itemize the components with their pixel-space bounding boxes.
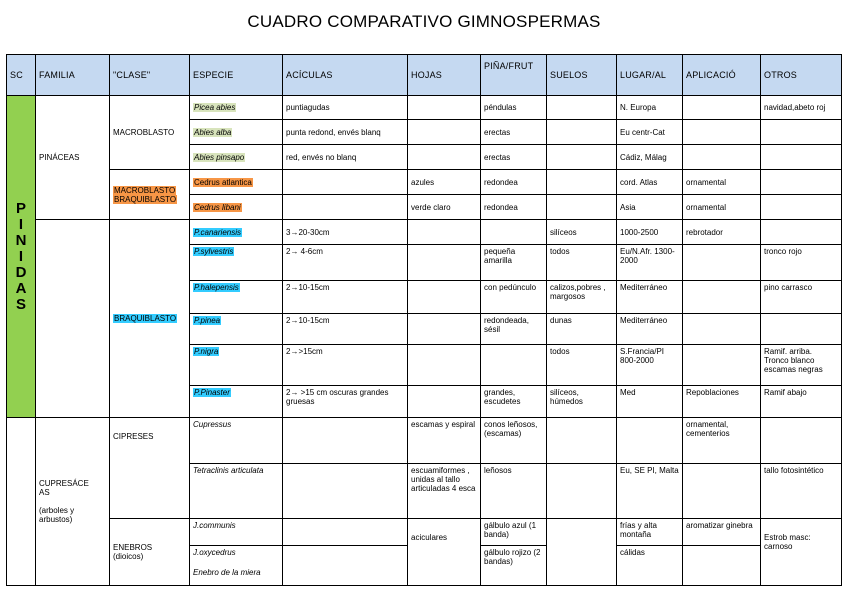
hojas-cell (408, 145, 481, 170)
familia-pinaceas: PINÁCEAS (36, 96, 110, 220)
clase-braquiblasto (110, 220, 190, 418)
table-row (7, 220, 842, 245)
otros-cell: Estrob masc: carnoso (761, 519, 842, 586)
suelos-cell (547, 145, 617, 170)
hojas-cell (408, 386, 481, 418)
especie-cell (190, 314, 283, 345)
especie-label: P.sylvestris (194, 247, 234, 256)
otros-cell: tronco rojo (761, 245, 842, 281)
clase-macro-braqui-label: MACROBLASTO (114, 185, 176, 195)
hojas-cell (408, 281, 481, 314)
sc-cell-pinidas (7, 96, 36, 418)
otros-cell: navidad,abeto roj (761, 96, 842, 120)
especie-label: P.nigra (194, 347, 219, 356)
suelos-cell (547, 96, 617, 120)
clase-cipreses (110, 418, 190, 519)
especie-label: J.communis (193, 521, 236, 530)
aplicacion-cell (683, 314, 761, 345)
aplicacion-cell (683, 546, 761, 586)
otros-cell: tallo fotosintético (761, 464, 842, 519)
lugar-cell (617, 418, 683, 464)
especie-cell (190, 120, 283, 145)
table-row (7, 418, 842, 464)
suelos-cell (547, 120, 617, 145)
especie-label: P.Pinaster (194, 388, 230, 397)
suelos-cell (547, 418, 617, 464)
pina-cell: gálbulo rojizo (2 bandas) (481, 546, 547, 586)
especie-label: Cedrus libani (194, 202, 241, 212)
especie-cell (190, 281, 283, 314)
clase-cipreses-label: CIPRESES (113, 432, 154, 441)
sc-letter: N (15, 231, 27, 249)
otros-cell (761, 220, 842, 245)
header-familia: FAMILIA (36, 55, 110, 96)
especie-label: P.halepensis (194, 283, 239, 292)
aplicacion-cell (683, 281, 761, 314)
lugar-cell: 1000-2500 (617, 220, 683, 245)
otros-cell (761, 314, 842, 345)
especie-cell (190, 519, 283, 546)
sc-letter: I (18, 247, 24, 265)
clase-braquiblasto-label: BRAQUIBLASTO (114, 314, 177, 323)
aciculas-cell: 2→10-15cm (283, 281, 408, 314)
especie-label: P.pinea (194, 316, 221, 325)
otros-cell (761, 145, 842, 170)
lugar-cell: Asia (617, 195, 683, 220)
aciculas-cell (283, 546, 408, 586)
especie-cell (190, 386, 283, 418)
especie-label: Enebro de la miera (193, 567, 261, 577)
header-lugar: LUGAR/AL (617, 55, 683, 96)
aciculas-cell (283, 464, 408, 519)
clase-enebros (110, 519, 190, 586)
aplicacion-cell (683, 96, 761, 120)
otros-cell: pino carrasco (761, 281, 842, 314)
clase-enebros-note: (dioicos) (113, 552, 144, 561)
otros-cell (761, 418, 842, 464)
hojas-cell: verde claro (408, 195, 481, 220)
aplicacion-cell (683, 464, 761, 519)
header-row (7, 55, 842, 96)
aciculas-cell (283, 519, 408, 546)
suelos-cell: todos (547, 345, 617, 386)
aplicacion-cell: Repoblaciones (683, 386, 761, 418)
especie-cell (190, 96, 283, 120)
lugar-cell: Eu centr-Cat (617, 120, 683, 145)
pina-cell: pequeña amarilla (481, 245, 547, 281)
lugar-cell: S.Francia/PI 800-2000 (617, 345, 683, 386)
header-sc: SC (7, 55, 36, 96)
otros-cell (761, 195, 842, 220)
especie-label: Cupressus (193, 420, 232, 429)
especie-label: Cedrus atlantica (194, 177, 252, 187)
aciculas-cell: punta redond, envés blanq (283, 120, 408, 145)
hojas-cell: escuamiformes , unidas al tallo articuladas 4 esca (408, 464, 481, 519)
pina-cell: conos leñosos,(escamas) (481, 418, 547, 464)
hojas-cell: aciculares (408, 519, 481, 586)
aplicacion-cell (683, 145, 761, 170)
especie-label: Tetraclinis articulata (193, 466, 264, 475)
header-aplicacion: APLICACIÓ (683, 55, 761, 96)
otros-cell (761, 170, 842, 195)
aplicacion-cell (683, 245, 761, 281)
pina-cell: redondea (481, 170, 547, 195)
aciculas-cell: red, envés no blanq (283, 145, 408, 170)
aplicacion-cell: rebrotador (683, 220, 761, 245)
sc-letter: P (15, 199, 26, 217)
lugar-cell: cálidas (617, 546, 683, 586)
otros-cell (761, 120, 842, 145)
lugar-cell: Eu, SE PI, Malta (617, 464, 683, 519)
lugar-cell: Cádiz, Málag (617, 145, 683, 170)
suelos-cell: calizos,pobres , margosos (547, 281, 617, 314)
familia-cupresaceas-label: AS (39, 488, 50, 497)
lugar-cell: cord. Atlas (617, 170, 683, 195)
lugar-cell: N. Europa (617, 96, 683, 120)
pina-cell: redondea (481, 195, 547, 220)
table-row (7, 170, 842, 195)
suelos-cell: dunas (547, 314, 617, 345)
pina-cell (481, 345, 547, 386)
familia-cupresaceas-note: (arboles y arbustos) (39, 506, 75, 524)
especie-label: Abies pinsapo (194, 152, 245, 162)
pina-cell (481, 220, 547, 245)
suelos-cell (547, 170, 617, 195)
clase-macro-braqui (110, 170, 190, 220)
hojas-cell (408, 120, 481, 145)
header-aciculas: ACÍCULAS (283, 55, 408, 96)
suelos-cell (547, 464, 617, 519)
pina-cell: con pedúnculo (481, 281, 547, 314)
aciculas-cell: 2→ >15 cm oscuras grandes gruesas (283, 386, 408, 418)
hojas-cell (408, 96, 481, 120)
header-otros: OTROS (761, 55, 842, 96)
aciculas-cell: 2→>15cm (283, 345, 408, 386)
clase-macroblasto: MACROBLASTO (110, 96, 190, 170)
otros-cell: Ramif. arriba. Tronco blanco escamas negras (761, 345, 842, 386)
suelos-cell (547, 195, 617, 220)
hojas-cell (408, 220, 481, 245)
aciculas-cell (283, 195, 408, 220)
suelos-cell (547, 519, 617, 586)
lugar-cell: Med (617, 386, 683, 418)
especie-label: J.oxycedrus (193, 548, 236, 557)
hojas-cell: azules (408, 170, 481, 195)
header-clase: "CLASE" (110, 55, 190, 96)
pina-cell: erectas (481, 120, 547, 145)
especie-label: P.canariensis (194, 227, 241, 237)
especie-cell (190, 195, 283, 220)
especie-label: Abies alba (194, 127, 232, 137)
page-title: CUADRO COMPARATIVO GIMNOSPERMAS (247, 12, 601, 31)
pina-cell: grandes, escudetes (481, 386, 547, 418)
aciculas-cell: 2→ 4-6cm (283, 245, 408, 281)
comparison-table (6, 54, 842, 586)
familia-cupresaceas-label: CUPRESÁCE (39, 479, 89, 488)
pina-cell: péndulas (481, 96, 547, 120)
hojas-cell: escamas y espiral (408, 418, 481, 464)
especie-cell (190, 566, 283, 586)
pina-cell: gálbulo azul (1 banda) (481, 519, 547, 546)
aciculas-cell: puntiagudas (283, 96, 408, 120)
spacer (39, 497, 106, 506)
header-especie: ESPECIE (190, 55, 283, 96)
especie-cell (190, 145, 283, 170)
sc-cell-blank (7, 418, 36, 586)
hojas-cell (408, 314, 481, 345)
header-suelos: SUELOS (547, 55, 617, 96)
pina-cell: redondeada, sésil (481, 314, 547, 345)
familia-cupresaceas (36, 418, 110, 586)
header-pina: PIÑA/FRUT (481, 55, 547, 96)
sc-letter: D (15, 263, 27, 281)
aciculas-cell: 2→10-15cm (283, 314, 408, 345)
familia-pinaceas-continued (36, 220, 110, 418)
table-row (7, 519, 842, 546)
hojas-cell (408, 245, 481, 281)
aplicacion-cell: ornamental (683, 195, 761, 220)
aplicacion-cell: ornamental (683, 170, 761, 195)
suelos-cell: silíceos, húmedos (547, 386, 617, 418)
aciculas-cell (283, 170, 408, 195)
clase-enebros-label: ENEBROS (113, 543, 153, 552)
aplicacion-cell: ornamental, cementerios (683, 418, 761, 464)
aplicacion-cell (683, 120, 761, 145)
suelos-cell: todos (547, 245, 617, 281)
clase-macro-braqui-label: BRAQUIBLASTO (114, 194, 177, 204)
pina-cell: leñosos (481, 464, 547, 519)
pina-cell: erectas (481, 145, 547, 170)
otros-cell: Ramif abajo (761, 386, 842, 418)
lugar-cell: Mediterráneo (617, 281, 683, 314)
aplicacion-cell (683, 345, 761, 386)
sc-letter: I (18, 215, 24, 233)
especie-cell (190, 245, 283, 281)
especie-label: Picea abies (194, 103, 236, 112)
sc-letter: S (15, 295, 26, 313)
header-hojas: HOJAS (408, 55, 481, 96)
aciculas-cell: 3→20-30cm (283, 220, 408, 245)
sc-letter: A (15, 279, 27, 297)
suelos-cell: silíceos (547, 220, 617, 245)
especie-cell (190, 345, 283, 386)
lugar-cell: Mediterráneo (617, 314, 683, 345)
aciculas-cell (283, 418, 408, 464)
lugar-cell: Eu/N.Afr. 1300-2000 (617, 245, 683, 281)
aplicacion-cell: aromatizar ginebra (683, 519, 761, 546)
especie-cell (190, 170, 283, 195)
hojas-cell (408, 345, 481, 386)
especie-cell (190, 220, 283, 245)
especie-cell (190, 464, 283, 519)
especie-cell (190, 418, 283, 464)
table-row (7, 96, 842, 120)
lugar-cell: frías y alta montaña (617, 519, 683, 546)
especie-cell (190, 546, 283, 566)
